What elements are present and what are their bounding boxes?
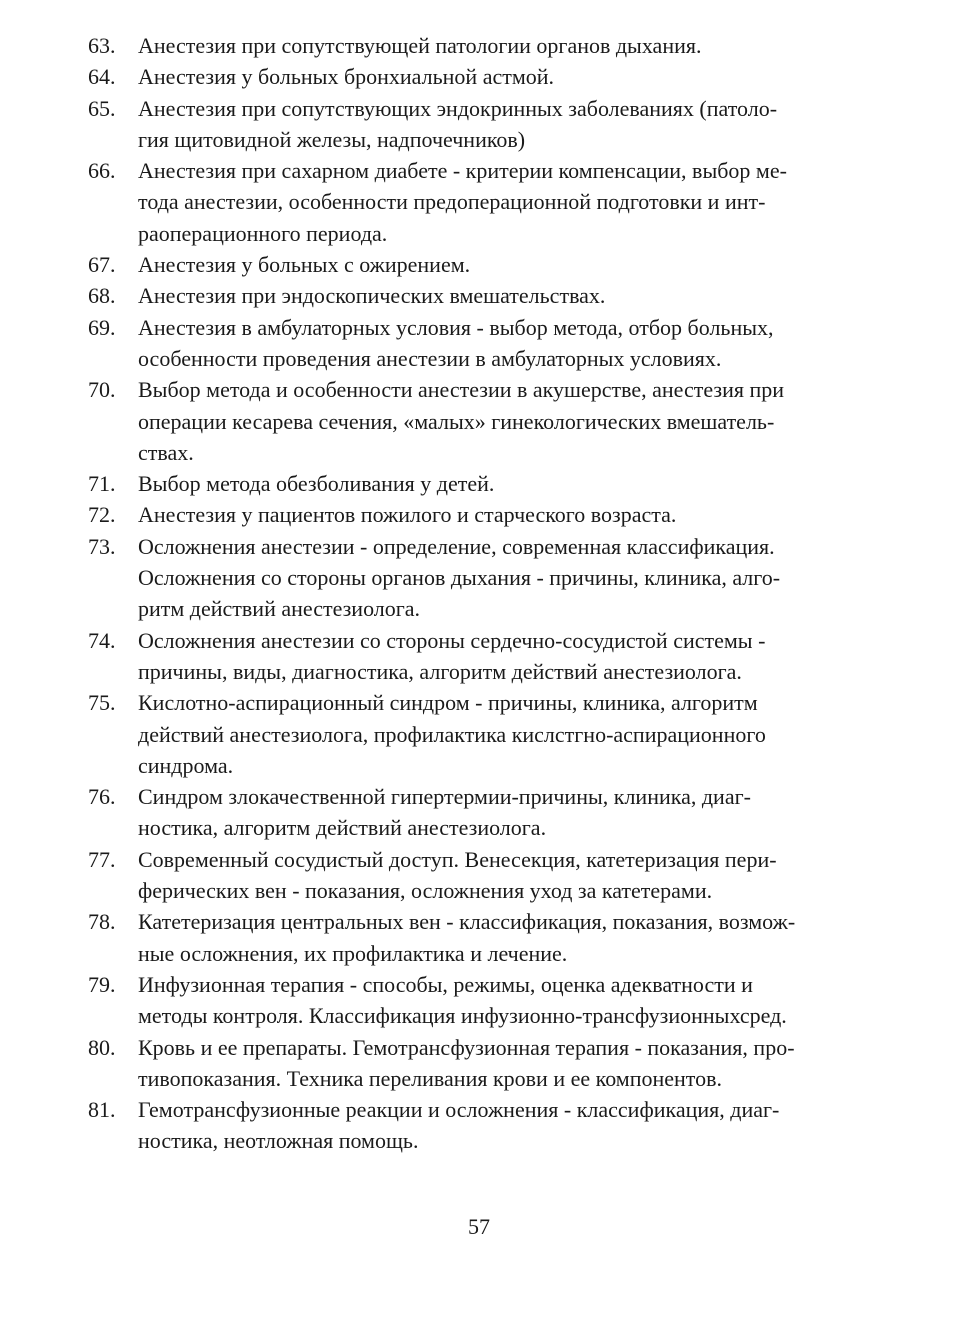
item-number: 77. <box>88 846 116 872</box>
list-item <box>88 93 866 156</box>
item-number: 72. <box>88 502 116 528</box>
item-line: Современный сосудистый доступ. Венесекция, катетеризация пери- <box>138 846 777 872</box>
list-item <box>88 155 866 249</box>
item-number: 73. <box>88 533 116 559</box>
list-item <box>88 30 866 61</box>
item-line: Анестезия при сопутствующих эндокринных заболеваниях (патоло- <box>138 95 778 121</box>
item-number: 75. <box>88 690 116 716</box>
item-number: 64. <box>88 64 116 90</box>
list-item <box>88 1094 866 1157</box>
item-number: 71. <box>88 471 116 497</box>
list-item <box>88 280 866 311</box>
item-line: Кровь и ее препараты. Гемотрансфузионная терапия - показания, про- <box>138 1034 795 1060</box>
item-text <box>138 249 866 280</box>
item-line: методы контроля. Классификация инфузионно-трансфузионныхсред. <box>138 1003 787 1029</box>
list-item <box>88 249 866 280</box>
list-item <box>88 531 866 625</box>
list-item <box>88 781 866 844</box>
item-line: Гемотрансфузионные реакции и осложнения - классификация, диаг- <box>138 1097 780 1123</box>
item-text <box>138 312 866 375</box>
list-item <box>88 1032 866 1095</box>
item-text <box>138 374 866 468</box>
item-line: Осложнения анестезии - определение, современная классификация. <box>138 533 775 559</box>
item-number: 70. <box>88 377 116 403</box>
item-line: Анестезия у больных с ожирением. <box>138 252 471 278</box>
item-number: 68. <box>88 283 116 309</box>
item-text <box>138 1094 866 1157</box>
item-line: синдрома. <box>138 752 234 778</box>
item-number: 69. <box>88 314 116 340</box>
item-text <box>138 280 866 311</box>
item-line: особенности проведения анестезии в амбулаторных условиях. <box>138 345 722 371</box>
list-item <box>88 906 866 969</box>
item-line: тивопоказания. Техника переливания крови и ее компонентов. <box>138 1065 722 1091</box>
item-line: Анестезия в амбулаторных условия - выбор метода, отбор больных, <box>138 314 774 340</box>
item-line: Анестезия у пациентов пожилого и старческого возраста. <box>138 502 677 528</box>
item-line: гия щитовидной железы, надпочечников) <box>138 126 526 152</box>
item-line: ритм действий анестезиолога. <box>138 596 421 622</box>
item-number: 65. <box>88 95 116 121</box>
item-text <box>138 781 866 844</box>
item-text <box>138 61 866 92</box>
item-text <box>138 969 866 1032</box>
item-line: ностика, алгоритм действий анестезиолога. <box>138 815 547 841</box>
list-item <box>88 499 866 530</box>
item-line: Анестезия при эндоскопических вмешательствах. <box>138 283 606 309</box>
list-item <box>88 969 866 1032</box>
item-text <box>138 30 866 61</box>
item-line: Осложнения со стороны органов дыхания - причины, клиника, алго- <box>138 565 781 591</box>
numbered-question-list <box>88 30 866 1157</box>
list-item <box>88 625 866 688</box>
list-item <box>88 374 866 468</box>
item-line: Анестезия при сопутствующей патологии органов дыхания. <box>138 33 702 58</box>
item-text <box>138 844 866 907</box>
item-number: 79. <box>88 971 116 997</box>
item-line: Кислотно-аспирационный синдром - причины, клиника, алгоритм <box>138 690 758 716</box>
item-line: причины, виды, диагностика, алгоритм действий анестезиолога. <box>138 658 742 684</box>
item-text <box>138 625 866 688</box>
item-line: Осложнения анестезии со стороны сердечно-сосудистой системы - <box>138 627 766 653</box>
item-text <box>138 687 866 781</box>
item-text <box>138 906 866 969</box>
list-item <box>88 312 866 375</box>
item-text <box>138 93 866 156</box>
page-number: 57 <box>468 1214 490 1239</box>
item-line: раоперационного периода. <box>138 220 388 246</box>
item-number: 63. <box>88 33 116 58</box>
item-line: Синдром злокачественной гипертермии-причины, клиника, диаг- <box>138 784 751 810</box>
item-line: ствах. <box>138 439 194 465</box>
item-text <box>138 499 866 530</box>
item-text <box>138 1032 866 1095</box>
list-item <box>88 844 866 907</box>
item-number: 66. <box>88 158 116 184</box>
item-line: ные осложнения, их профилактика и лечение. <box>138 940 568 966</box>
item-number: 67. <box>88 252 116 278</box>
item-number: 74. <box>88 627 116 653</box>
list-item <box>88 61 866 92</box>
list-item <box>88 687 866 781</box>
item-text <box>138 155 866 249</box>
item-line: Инфузионная терапия - способы, режимы, оценка адекватности и <box>138 971 753 997</box>
item-line: ностика, неотложная помощь. <box>138 1128 419 1154</box>
item-text <box>138 531 866 625</box>
item-number: 80. <box>88 1034 116 1060</box>
list-item <box>88 468 866 499</box>
item-line: операции кесарева сечения, «малых» гинекологических вмешатель- <box>138 408 775 434</box>
item-text <box>138 468 866 499</box>
item-line: Анестезия у больных бронхиальной астмой. <box>138 64 555 90</box>
item-line: Выбор метода обезболивания у детей. <box>138 471 495 497</box>
item-line: Катетеризация центральных вен - классификация, показания, возмож- <box>138 909 796 935</box>
item-line: ферических вен - показания, осложнения уход за катетерами. <box>138 878 713 904</box>
item-line: действий анестезиолога, профилактика кислстгно-аспирационного <box>138 721 766 747</box>
item-number: 78. <box>88 909 116 935</box>
item-line: Анестезия при сахарном диабете - критерии компенсации, выбор ме- <box>138 158 787 184</box>
item-line: тода анестезии, особенности предоперационной подготовки и инт- <box>138 189 766 215</box>
item-number: 76. <box>88 784 116 810</box>
item-number: 81. <box>88 1097 116 1123</box>
item-line: Выбор метода и особенности анестезии в акушерстве, анестезия при <box>138 377 785 403</box>
